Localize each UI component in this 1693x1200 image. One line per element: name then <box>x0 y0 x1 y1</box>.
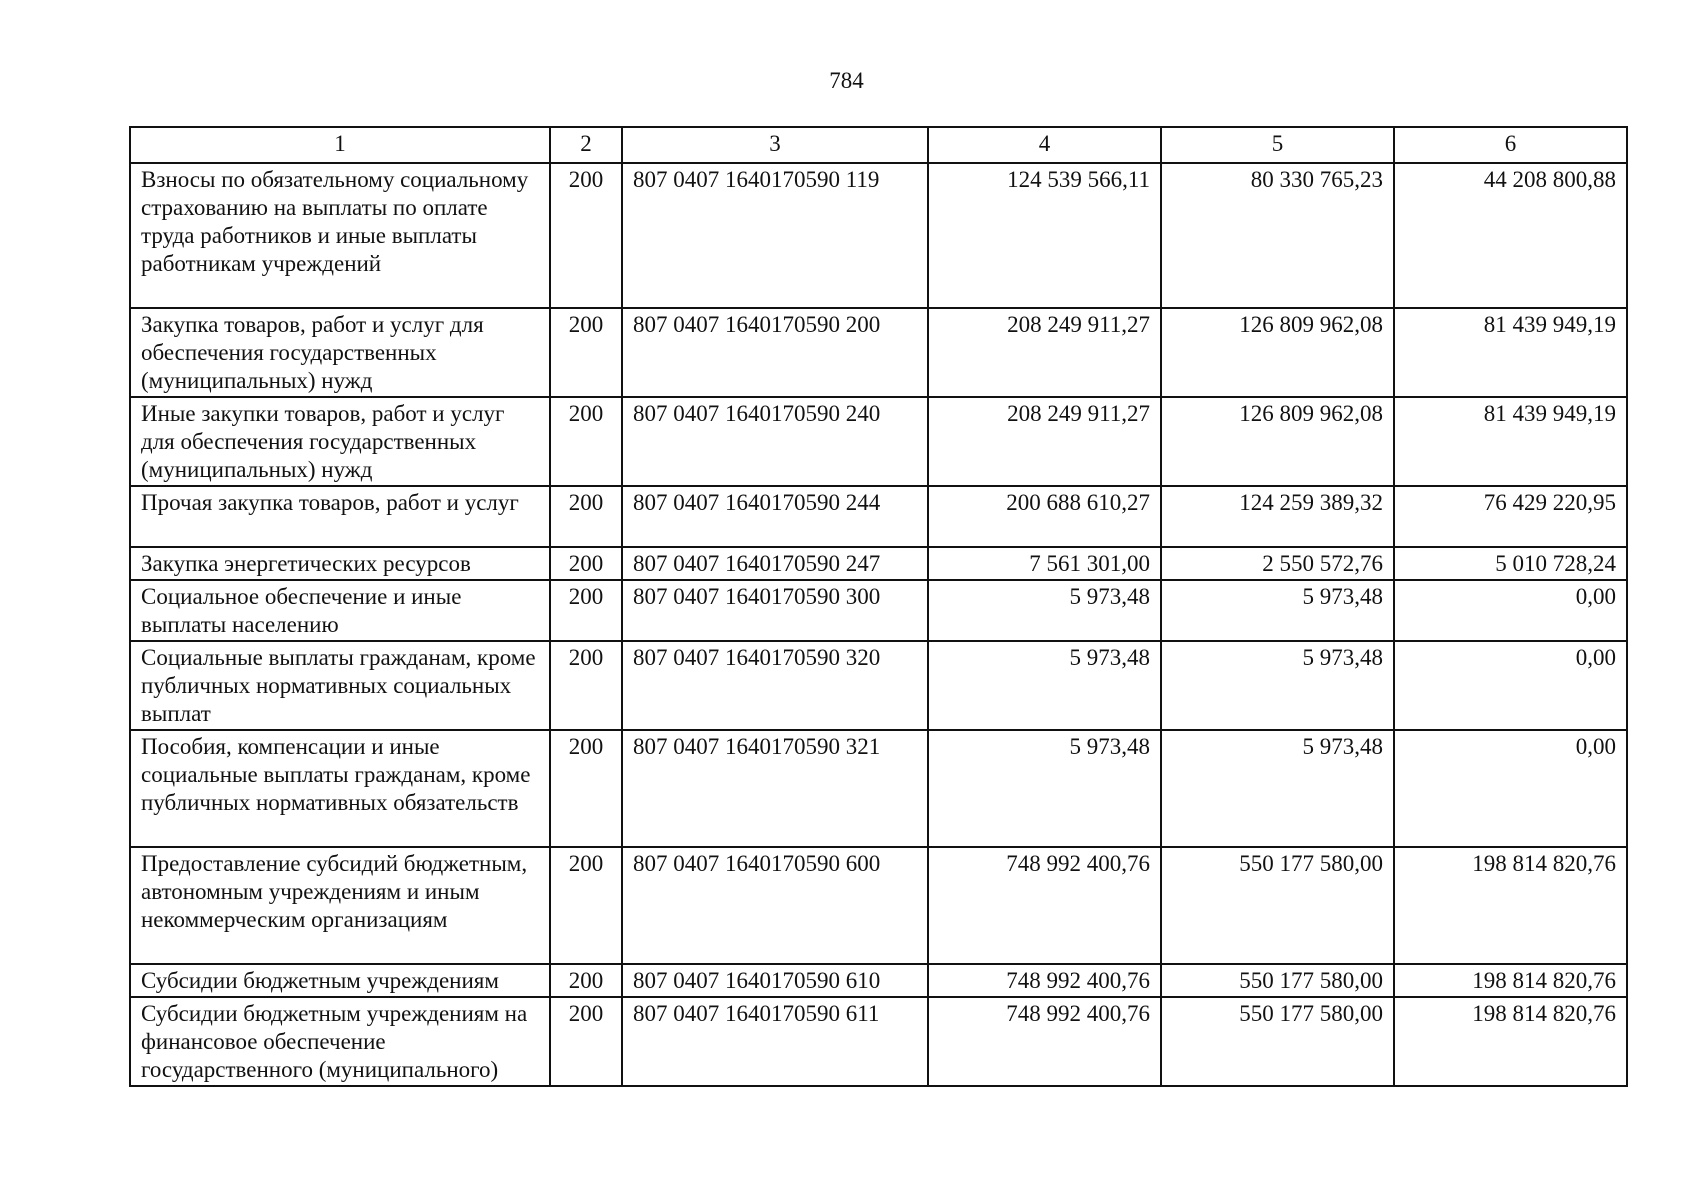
row-line-code: 200 <box>550 547 622 580</box>
row-executed-amount: 126 809 962,08 <box>1161 397 1394 486</box>
row-name: Субсидии бюджетным учреждениям <box>130 964 550 997</box>
row-executed-amount: 5 973,48 <box>1161 641 1394 730</box>
row-executed-amount: 2 550 572,76 <box>1161 547 1394 580</box>
header-row <box>130 127 1627 163</box>
row-name: Социальное обеспечение и иные выплаты населению <box>130 580 550 641</box>
table-row <box>130 163 1627 308</box>
row-approved-amount: 200 688 610,27 <box>928 486 1161 547</box>
row-unexecuted-amount: 198 814 820,76 <box>1394 847 1627 964</box>
row-name: Субсидии бюджетным учреждениям на финансовое обеспечение государственного (муниципального) <box>130 997 550 1086</box>
row-unexecuted-amount: 76 429 220,95 <box>1394 486 1627 547</box>
column-header-1: 1 <box>130 127 550 163</box>
row-name: Закупка энергетических ресурсов <box>130 547 550 580</box>
row-budget-code: 807 0407 1640170590 320 <box>622 641 928 730</box>
page-number: 784 <box>829 68 864 93</box>
row-approved-amount: 5 973,48 <box>928 641 1161 730</box>
row-unexecuted-amount: 44 208 800,88 <box>1394 163 1627 308</box>
row-line-code: 200 <box>550 730 622 847</box>
row-executed-amount: 550 177 580,00 <box>1161 997 1394 1086</box>
row-line-code: 200 <box>550 964 622 997</box>
column-header-4: 4 <box>928 127 1161 163</box>
table-row <box>130 964 1627 997</box>
row-approved-amount: 748 992 400,76 <box>928 847 1161 964</box>
table-row <box>130 730 1627 847</box>
row-name: Социальные выплаты гражданам, кроме публичных нормативных социальных выплат <box>130 641 550 730</box>
row-executed-amount: 126 809 962,08 <box>1161 308 1394 397</box>
row-budget-code: 807 0407 1640170590 200 <box>622 308 928 397</box>
row-line-code: 200 <box>550 308 622 397</box>
row-unexecuted-amount: 198 814 820,76 <box>1394 964 1627 997</box>
row-unexecuted-amount: 5 010 728,24 <box>1394 547 1627 580</box>
table-header <box>130 127 1627 163</box>
row-budget-code: 807 0407 1640170590 611 <box>622 997 928 1086</box>
row-executed-amount: 550 177 580,00 <box>1161 847 1394 964</box>
row-unexecuted-amount: 0,00 <box>1394 580 1627 641</box>
row-executed-amount: 80 330 765,23 <box>1161 163 1394 308</box>
row-line-code: 200 <box>550 486 622 547</box>
row-approved-amount: 124 539 566,11 <box>928 163 1161 308</box>
row-budget-code: 807 0407 1640170590 300 <box>622 580 928 641</box>
column-header-2: 2 <box>550 127 622 163</box>
row-budget-code: 807 0407 1640170590 240 <box>622 397 928 486</box>
row-approved-amount: 208 249 911,27 <box>928 397 1161 486</box>
row-line-code: 200 <box>550 847 622 964</box>
row-approved-amount: 208 249 911,27 <box>928 308 1161 397</box>
row-approved-amount: 5 973,48 <box>928 730 1161 847</box>
table-row <box>130 547 1627 580</box>
table-row <box>130 308 1627 397</box>
row-approved-amount: 5 973,48 <box>928 580 1161 641</box>
row-executed-amount: 5 973,48 <box>1161 730 1394 847</box>
row-budget-code: 807 0407 1640170590 321 <box>622 730 928 847</box>
row-line-code: 200 <box>550 580 622 641</box>
row-approved-amount: 748 992 400,76 <box>928 964 1161 997</box>
row-line-code: 200 <box>550 163 622 308</box>
table-body <box>130 163 1627 1086</box>
row-name: Прочая закупка товаров, работ и услуг <box>130 486 550 547</box>
row-executed-amount: 5 973,48 <box>1161 580 1394 641</box>
row-name: Пособия, компенсации и иные социальные выплаты гражданам, кроме публичных нормативных обязательств <box>130 730 550 847</box>
row-executed-amount: 550 177 580,00 <box>1161 964 1394 997</box>
row-unexecuted-amount: 0,00 <box>1394 730 1627 847</box>
budget-execution-table <box>129 126 1628 1087</box>
row-budget-code: 807 0407 1640170590 119 <box>622 163 928 308</box>
column-header-3: 3 <box>622 127 928 163</box>
row-line-code: 200 <box>550 641 622 730</box>
column-header-5: 5 <box>1161 127 1394 163</box>
row-budget-code: 807 0407 1640170590 244 <box>622 486 928 547</box>
row-budget-code: 807 0407 1640170590 247 <box>622 547 928 580</box>
row-approved-amount: 748 992 400,76 <box>928 997 1161 1086</box>
table-row <box>130 997 1627 1086</box>
row-unexecuted-amount: 0,00 <box>1394 641 1627 730</box>
row-line-code: 200 <box>550 997 622 1086</box>
row-budget-code: 807 0407 1640170590 610 <box>622 964 928 997</box>
table-row <box>130 580 1627 641</box>
table-row <box>130 847 1627 964</box>
row-line-code: 200 <box>550 397 622 486</box>
row-name: Закупка товаров, работ и услуг для обеспечения государственных (муниципальных) нужд <box>130 308 550 397</box>
column-header-6: 6 <box>1394 127 1627 163</box>
row-unexecuted-amount: 81 439 949,19 <box>1394 397 1627 486</box>
row-unexecuted-amount: 198 814 820,76 <box>1394 997 1627 1086</box>
row-name: Предоставление субсидий бюджетным, автономным учреждениям и иным некоммерческим организациям <box>130 847 550 964</box>
row-approved-amount: 7 561 301,00 <box>928 547 1161 580</box>
row-name: Взносы по обязательному социальному страхованию на выплаты по оплате труда работников и иные выплаты работникам учреждений <box>130 163 550 308</box>
row-executed-amount: 124 259 389,32 <box>1161 486 1394 547</box>
table-row <box>130 486 1627 547</box>
table-row <box>130 641 1627 730</box>
row-name: Иные закупки товаров, работ и услуг для обеспечения государственных (муниципальных) нужд <box>130 397 550 486</box>
row-unexecuted-amount: 81 439 949,19 <box>1394 308 1627 397</box>
row-budget-code: 807 0407 1640170590 600 <box>622 847 928 964</box>
table-row <box>130 397 1627 486</box>
